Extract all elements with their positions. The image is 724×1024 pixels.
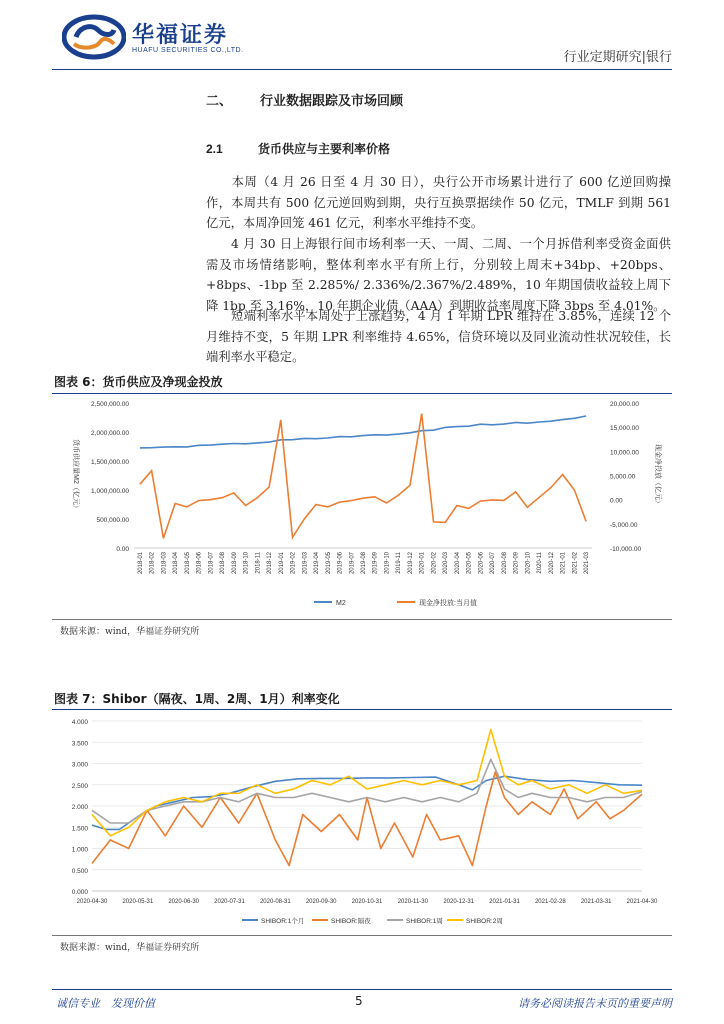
logo-emblem-icon bbox=[62, 14, 126, 60]
x-tick-label: 2020-04-30 bbox=[76, 899, 108, 905]
x-tick-label: 2021-03 bbox=[584, 552, 591, 575]
x-tick-label: 2019-04 bbox=[314, 552, 321, 575]
paragraph: 本周（4 月 26 日至 4 月 30 日），央行公开市场累计进行了 600 亿逆回购操作，本周共有 500 亿元逆回购到期，央行互换票据续作 50 亿元，TMLF 到期 561 亿元，本周净回笼 461 亿元，利率水平维持不变。 bbox=[206, 175, 671, 230]
x-tick-label: 2018-03 bbox=[161, 552, 168, 575]
section-heading bbox=[206, 90, 403, 109]
x-tick-label: 2020-07 bbox=[490, 552, 497, 575]
x-tick-label: 2019-03 bbox=[302, 552, 309, 575]
footer-slogan: 诚信专业 发现价值 bbox=[56, 997, 155, 1010]
x-tick-label: 2021-02-28 bbox=[534, 899, 566, 905]
x-tick-label: 2019-02 bbox=[290, 552, 297, 575]
x-tick-label: 2020-01 bbox=[419, 552, 426, 575]
figure-7-title: 图表 7：Shibor（隔夜、1周、2周、1月）利率变化 bbox=[54, 692, 340, 706]
x-tick-label: 2018-05 bbox=[184, 552, 191, 575]
legend-label: M2 bbox=[336, 600, 346, 607]
y-left-tick-label: 1,500,000.00 bbox=[91, 459, 129, 466]
subsection-heading bbox=[206, 140, 390, 157]
y-tick-label: 0.500 bbox=[71, 867, 88, 875]
footer-divider bbox=[52, 989, 672, 990]
legend-label: SHIBOR:1个月 bbox=[261, 918, 305, 925]
section-number: 二、 bbox=[206, 94, 233, 109]
legend-label: SHIBOR:隔夜 bbox=[331, 918, 371, 925]
x-tick-label: 2020-11-30 bbox=[397, 899, 428, 905]
figure-7-bottom-rule bbox=[52, 935, 672, 936]
x-tick-label: 2020-12 bbox=[548, 552, 555, 575]
y-left-tick-label: 1,000,000.00 bbox=[91, 488, 129, 495]
series-line-shibor-overnight bbox=[92, 772, 642, 866]
y-tick-label: 4.000 bbox=[71, 719, 88, 726]
x-tick-label: 2018-11 bbox=[255, 552, 262, 574]
y-tick-label: 3.000 bbox=[71, 761, 88, 769]
y-tick-label: 1.500 bbox=[71, 825, 88, 833]
x-tick-label: 2021-01 bbox=[560, 552, 567, 575]
series-line-net-cash bbox=[140, 414, 586, 539]
x-tick-label: 2020-09 bbox=[513, 552, 520, 575]
figure-6-top-rule bbox=[52, 393, 672, 394]
y-right-tick-label: 20,000.00 bbox=[610, 401, 639, 408]
paragraph: 短端利率水平本周处于上涨趋势，4 月 1 年期 LPR 维持在 3.85%，连续 12 个月维持不变，5 年期 LPR 利率维持 4.65%，信贷环境以及同业流动性状况较佳，长端利率水平稳定。 bbox=[206, 309, 671, 364]
series-line-shibor-1w bbox=[92, 759, 642, 823]
y-tick-label: 3.500 bbox=[71, 740, 88, 748]
x-tick-label: 2020-10-31 bbox=[351, 899, 383, 905]
x-tick-label: 2020-12-31 bbox=[443, 899, 475, 905]
y-left-tick-label: 2,500,000.00 bbox=[91, 401, 129, 408]
paragraph: 4 月 30 日上海银行间市场利率一天、一周、二周、一个月拆借利率受资金面供需及市场情绪影响，整体利率水平有所上行，分别较上周末+34bp、+20bps、+8bps、-1bp 至 2.285%/ 2.336%/2.367%/2.489%，10 年期国债收益较上周下降 1bp 至 3.16%，10 年期企业债（AAA）到期收益率周度下降 3bps 至 4.01%。 bbox=[206, 237, 671, 313]
x-tick-label: 2019-09 bbox=[372, 552, 379, 575]
x-tick-label: 2019-12 bbox=[407, 552, 414, 575]
y-right-axis-label: 现金净投放（亿元） bbox=[654, 444, 661, 507]
company-logo bbox=[62, 14, 252, 60]
x-tick-label: 2020-08 bbox=[501, 552, 508, 575]
x-tick-label: 2019-11 bbox=[396, 552, 403, 574]
legend-label: 现金净投放:当月值 bbox=[419, 600, 477, 607]
x-tick-label: 2018-04 bbox=[173, 552, 180, 575]
x-tick-label: 2020-10 bbox=[525, 552, 532, 575]
y-tick-label: 2.500 bbox=[71, 782, 88, 790]
figure-7-top-rule bbox=[52, 709, 672, 710]
x-tick-label: 2019-05 bbox=[325, 552, 332, 575]
x-tick-label: 2020-07-31 bbox=[214, 899, 245, 905]
figure-6-source: 数据来源：wind，华福证券研究所 bbox=[60, 627, 200, 637]
x-tick-label: 2019-07 bbox=[349, 552, 356, 575]
figure-6-title: 图表 6：货币供应及净现金投放 bbox=[54, 375, 223, 389]
x-tick-label: 2020-09-30 bbox=[305, 899, 337, 905]
report-type: 行业定期研究|银行 bbox=[563, 50, 672, 65]
x-tick-label: 2018-12 bbox=[267, 552, 274, 575]
y-right-tick-label: 10,000.00 bbox=[610, 449, 639, 457]
legend-label: SHIBOR:1周 bbox=[406, 918, 443, 925]
y-right-tick-label: 5,000.00 bbox=[610, 473, 636, 481]
x-tick-label: 2018-09 bbox=[231, 552, 238, 575]
x-tick-label: 2019-06 bbox=[337, 552, 344, 575]
x-tick-label: 2018-07 bbox=[208, 552, 215, 575]
legend-label: SHIBOR:2周 bbox=[466, 918, 503, 925]
x-tick-label: 2019-01 bbox=[278, 552, 285, 575]
x-tick-label: 2020-06 bbox=[478, 552, 485, 575]
y-left-axis-label: 货币供应量M2（亿元） bbox=[72, 439, 79, 512]
x-tick-label: 2019-08 bbox=[361, 552, 367, 575]
x-tick-label: 2018-01 bbox=[137, 552, 144, 575]
subsection-number: 2.1 bbox=[206, 142, 223, 156]
figure-7-chart bbox=[52, 711, 672, 933]
figure-6-bottom-rule bbox=[52, 619, 672, 620]
x-tick-label: 2021-02 bbox=[572, 552, 579, 575]
header-divider bbox=[52, 69, 672, 70]
y-tick-label: 2.000 bbox=[71, 804, 88, 811]
x-tick-label: 2019-10 bbox=[384, 552, 391, 575]
figure-7-source: 数据来源：wind，华福证券研究所 bbox=[60, 943, 200, 953]
x-tick-label: 2020-05-31 bbox=[122, 899, 154, 905]
x-tick-label: 2020-02 bbox=[431, 552, 438, 575]
x-tick-label: 2021-01-31 bbox=[489, 899, 520, 905]
x-tick-label: 2021-04-30 bbox=[626, 899, 658, 905]
y-right-tick-label: 15,000.00 bbox=[610, 425, 639, 433]
logo-text-cn: 华福证券 bbox=[132, 22, 229, 48]
y-left-tick-label: 0.00 bbox=[116, 546, 129, 553]
y-tick-label: 0.000 bbox=[71, 889, 88, 896]
page-number: 5 bbox=[355, 994, 363, 1008]
x-tick-label: 2018-02 bbox=[149, 552, 156, 575]
section-title: 行业数据跟踪及市场回顾 bbox=[260, 94, 404, 109]
x-tick-label: 2021-03-31 bbox=[580, 899, 612, 905]
logo-text-en: HUAFU SECURITIES CO.,LTD. bbox=[132, 47, 244, 54]
x-tick-label: 2020-03 bbox=[443, 552, 450, 575]
x-tick-label: 2018-08 bbox=[220, 552, 227, 575]
x-tick-label: 2020-11 bbox=[537, 552, 544, 574]
y-right-tick-label: 0.00 bbox=[610, 497, 623, 505]
y-right-tick-label: -5,000.00 bbox=[610, 521, 638, 529]
y-left-tick-label: 500,000.00 bbox=[96, 517, 129, 524]
x-tick-label: 2020-04 bbox=[454, 552, 461, 575]
figure-6-chart bbox=[52, 395, 672, 617]
subsection-title: 货币供应与主要利率价格 bbox=[258, 142, 391, 156]
y-right-tick-label: -10,000.00 bbox=[610, 546, 642, 553]
x-tick-label: 2020-05 bbox=[466, 552, 473, 575]
y-left-tick-label: 2,000,000.00 bbox=[91, 430, 129, 437]
x-tick-label: 2020-06-30 bbox=[168, 899, 200, 905]
series-line-m2 bbox=[140, 416, 586, 448]
x-tick-label: 2020-08-31 bbox=[259, 899, 291, 905]
y-tick-label: 1.000 bbox=[71, 846, 88, 854]
x-tick-label: 2018-10 bbox=[243, 552, 250, 575]
footer-disclaimer: 请务必阅读报告末页的重要声明 bbox=[518, 997, 672, 1010]
x-tick-label: 2018-06 bbox=[196, 552, 203, 575]
